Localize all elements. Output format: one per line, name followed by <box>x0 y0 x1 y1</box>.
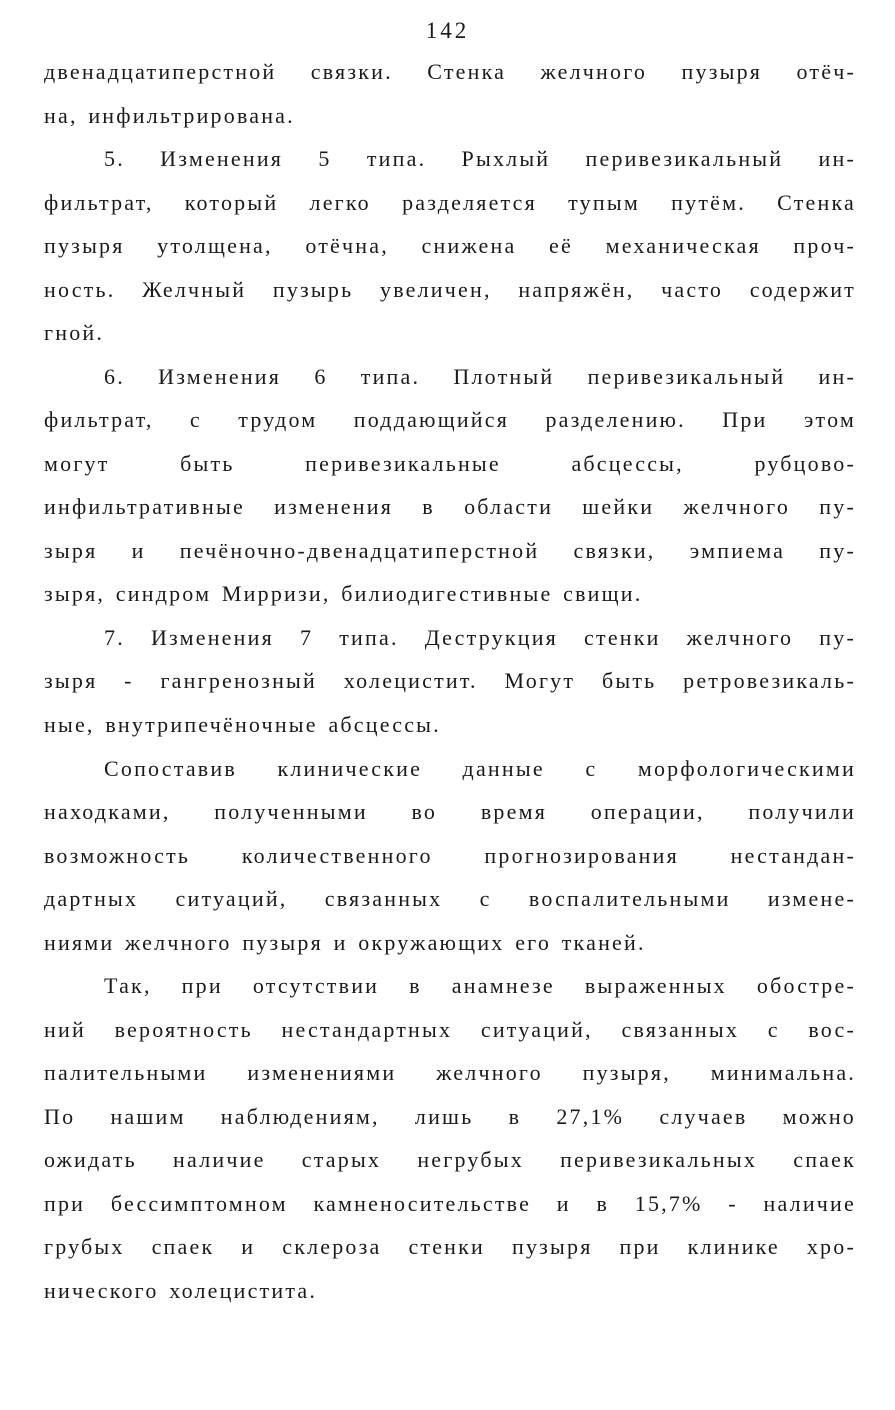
text-line: фильтрат, который легко разделяется тупым путём. Стенка <box>44 190 856 215</box>
text-line: при бессимптомном камненосительстве и в 15,7% - наличие <box>44 1191 856 1216</box>
text-line: пузыря утолщена, отёчна, снижена её механическая проч- <box>44 233 856 258</box>
text-line: фильтрат, с трудом поддающийся разделению. При этом <box>44 407 856 432</box>
text-line: Так, при отсутствии в анамнезе выраженных обостре- <box>104 973 856 998</box>
text-line: Сопоставив клинические данные с морфологическими <box>104 756 856 781</box>
text-line: находками, полученными во время операции, получили <box>44 799 856 824</box>
text-line: зыря, синдром Мирризи, билиодигестивные свищи. <box>44 581 643 606</box>
text-line: зыря - гангренозный холецистит. Могут быть ретровезикаль- <box>44 668 856 693</box>
text-line: ные, внутрипечёночные абсцессы. <box>44 712 441 737</box>
page-number: 142 <box>425 18 470 43</box>
text-line: дартных ситуаций, связанных с воспалительными измене- <box>44 886 856 911</box>
text-line: По нашим наблюдениям, лишь в 27,1% случаев можно <box>44 1104 856 1129</box>
text-line: 5. Изменения 5 типа. Рыхлый перивезикальный ин- <box>104 146 856 171</box>
text-line: на, инфильтрирована. <box>44 103 295 128</box>
text-line: ность. Желчный пузырь увеличен, напряжён, часто содержит <box>44 277 856 302</box>
text-line: гной. <box>44 320 105 345</box>
text-line: 7. Изменения 7 типа. Деструкция стенки желчного пу- <box>104 625 856 650</box>
text-line: нического холецистита. <box>44 1278 318 1303</box>
text-line: инфильтративные изменения в области шейки желчного пу- <box>44 494 856 519</box>
text-line: возможность количественного прогнозирования нестандан- <box>44 843 856 868</box>
text-line: грубых спаек и склероза стенки пузыря при клинике хро- <box>44 1234 856 1259</box>
text-line: ниями желчного пузыря и окружающих его тканей. <box>44 930 646 955</box>
text-line: двенадцатиперстной связки. Стенка желчного пузыря отёч- <box>44 59 856 84</box>
text-line: палительными изменениями желчного пузыря, минимальна. <box>44 1060 856 1085</box>
text-line: могут быть перивезикальные абсцессы, рубцово- <box>44 451 856 476</box>
text-line: 6. Изменения 6 типа. Плотный перивезикальный ин- <box>104 364 856 389</box>
text-line: ний вероятность нестандартных ситуаций, связанных с вос- <box>44 1017 856 1042</box>
text-line: ожидать наличие старых негрубых перивезикальных спаек <box>44 1147 856 1172</box>
text-line: зыря и печёночно-двенадцатиперстной связки, эмпиема пу- <box>44 538 856 563</box>
